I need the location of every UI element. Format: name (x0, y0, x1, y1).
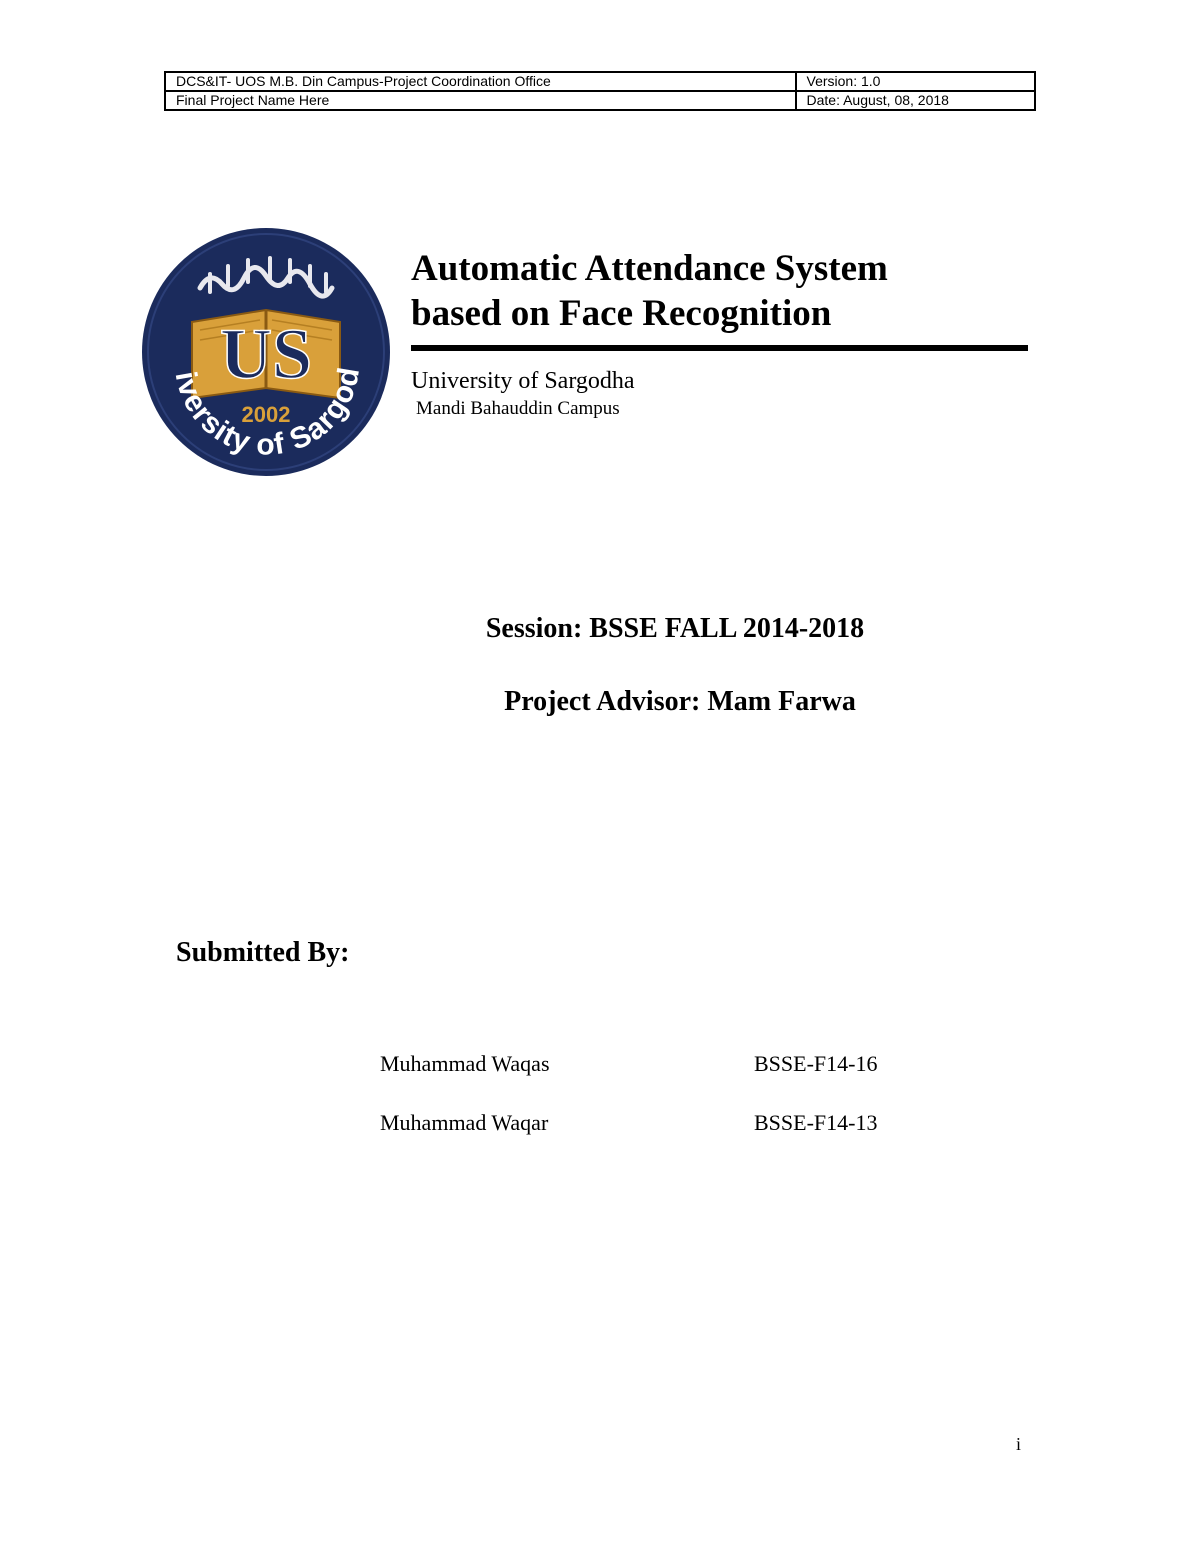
title-divider (411, 345, 1028, 351)
student-row (380, 1051, 980, 1077)
document-title (411, 246, 888, 336)
university-logo (140, 226, 392, 478)
student-name: Muhammad Waqas (380, 1051, 550, 1076)
session-line: Session: BSSE FALL 2014-2018 (485, 613, 865, 644)
svg-text:US: US (219, 314, 313, 394)
svg-text:University of Sargodha: iversity of Sargod (168, 364, 367, 462)
header-date: Date: August, 08, 2018 (796, 91, 1035, 110)
header-table (164, 71, 1036, 111)
header-office: DCS&IT- UOS M.B. Din Campus-Project Coordination Office (165, 72, 796, 91)
student-roll: BSSE-F14-13 (754, 1110, 878, 1135)
title-line-1: Automatic Attendance System (411, 248, 888, 289)
title-line-2: based on Face Recognition (411, 293, 832, 334)
university-name: University of Sargodha (411, 368, 635, 394)
header-version: Version: 1.0 (796, 72, 1035, 91)
svg-text:2002: 2002 (241, 402, 291, 427)
page-number: i (1016, 1434, 1022, 1454)
student-roll: BSSE-F14-16 (754, 1051, 878, 1076)
header-row-2 (165, 91, 1035, 110)
university-seal-icon (140, 226, 392, 478)
header-row-1 (165, 72, 1035, 91)
header-project-name: Final Project Name Here (165, 91, 796, 110)
student-name: Muhammad Waqar (380, 1110, 549, 1135)
submitted-by-label: Submitted By: (176, 937, 350, 968)
student-row (380, 1110, 980, 1136)
advisor-line: Project Advisor: Mam Farwa (504, 686, 856, 717)
campus-name: Mandi Bahauddin Campus (416, 398, 620, 419)
